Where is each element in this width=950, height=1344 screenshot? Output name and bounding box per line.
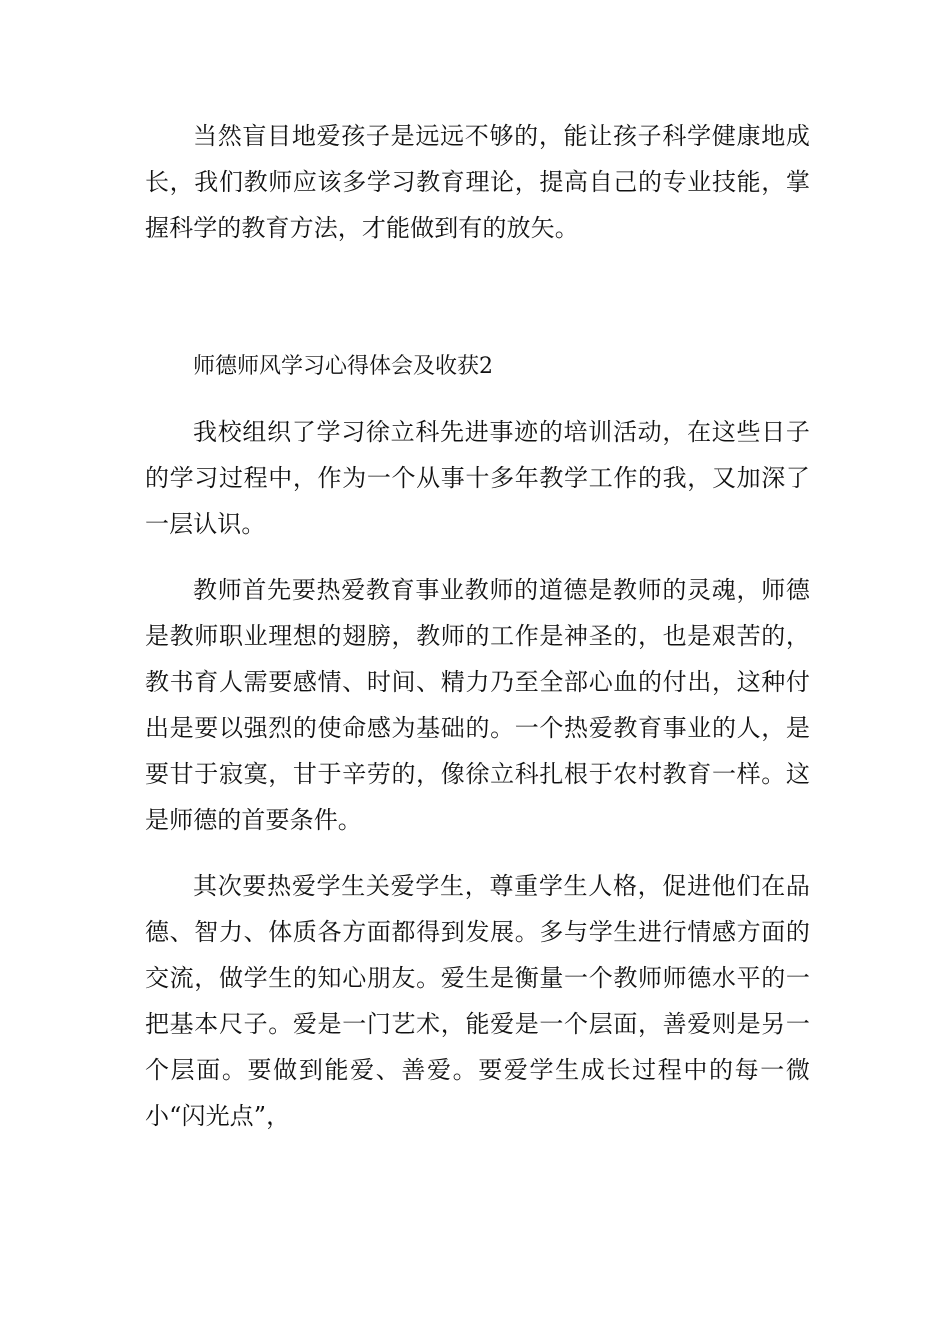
document-body xyxy=(145,113,810,1139)
section-heading: 师德师风学习心得体会及收获2 xyxy=(193,354,493,379)
paragraph-3: 教师首先要热爱教育事业教师的道德是教师的灵魂，师德是教师职业理想的翅膀，教师的工作是神圣的，也是艰苦的，教书育人需要感情、时间、精力乃至全部心血的付出，这种付出是要以强烈的使命感为基础的。一个热爱教育事业的人，是要甘于寂寞，甘于辛劳的，像徐立科扎根于农村教育一样。这是师德的首要条件。 xyxy=(145,576,810,834)
paragraph-2: 我校组织了学习徐立科先进事迹的培训活动，在这些日子的学习过程中，作为一个从事十多年教学工作的我，又加深了一层认识。 xyxy=(145,418,810,538)
paragraph-4: 其次要热爱学生关爱学生，尊重学生人格，促进他们在品德、智力、体质各方面都得到发展。多与学生进行情感方面的交流，做学生的知心朋友。爱生是衡量一个教师师德水平的一把基本尺子。爱是一门艺术，能爱是一个层面，善爱则是另一个层面。要做到能爱、善爱。要爱学生成长过程中的每一微小“闪光点”， xyxy=(145,872,810,1130)
paragraph-1: 当然盲目地爱孩子是远远不够的，能让孩子科学健康地成长，我们教师应该多学习教育理论，提高自己的专业技能，掌握科学的教育方法，才能做到有的放矢。 xyxy=(145,122,810,242)
